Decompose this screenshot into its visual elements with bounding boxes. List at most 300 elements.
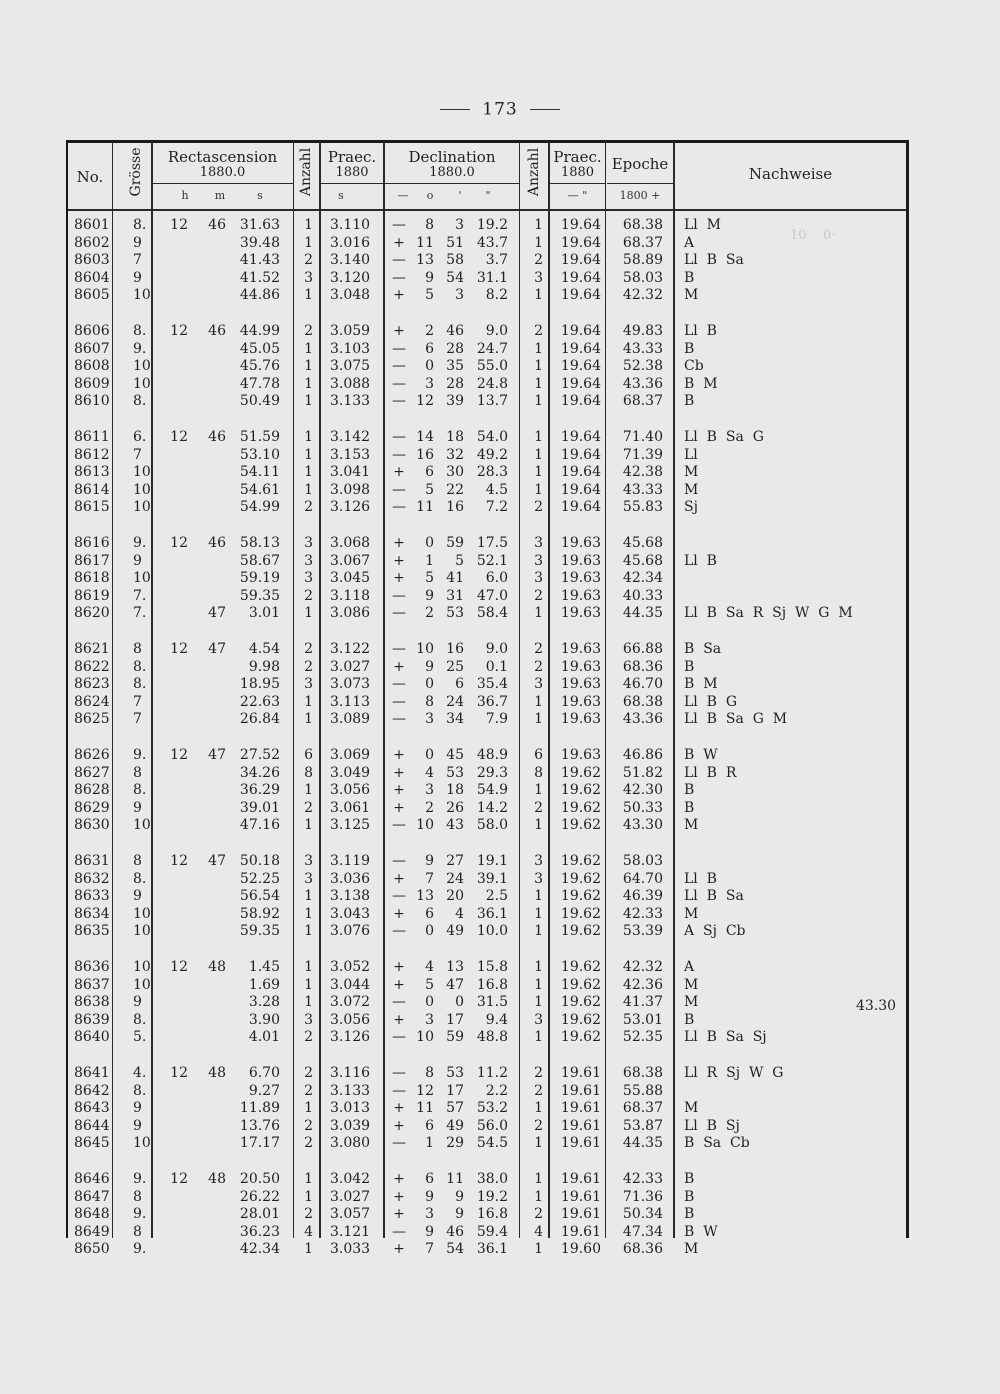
cell-dm: 24 (446, 693, 464, 710)
cell-no: 8609 (74, 375, 110, 392)
cell-epoche: 49.83 (622, 323, 663, 339)
cell-sign: + (393, 870, 405, 887)
cell-anz: 1 (304, 1241, 313, 1257)
cell-praec2: 19.62 (560, 817, 601, 833)
cell-nach: A Sj Cb (684, 923, 746, 939)
cell-s: 45.76 (239, 358, 280, 374)
cell-ds: 54.5 (476, 1135, 508, 1151)
cell-no: 8639 (74, 1011, 110, 1028)
cell-epoche: 51.82 (622, 764, 663, 781)
cell-no: 8622 (74, 658, 110, 675)
cell-no: 8625 (74, 711, 110, 727)
cell-ds: 2.2 (485, 1082, 508, 1099)
cell-s: 50.49 (239, 393, 280, 409)
cell-s: 20.50 (239, 1171, 280, 1187)
cell-no: 8623 (74, 676, 110, 692)
cell-epoche: 66.88 (622, 641, 663, 657)
cell-dd: 2 (425, 799, 434, 816)
cell-gr: 9 (133, 552, 142, 569)
cell-anz: 1 (304, 429, 313, 445)
cell-anz: 3 (304, 676, 313, 692)
cell-ds: 49.2 (476, 446, 508, 463)
cell-ds: 38.0 (476, 1171, 508, 1187)
cell-anz: 1 (304, 888, 313, 904)
cell-ds: 58.4 (476, 605, 508, 621)
cell-dd: 14 (416, 429, 434, 445)
cell-anz2: 3 (534, 676, 543, 692)
cell-s: 26.22 (239, 1188, 280, 1205)
cell-anz2: 6 (534, 747, 543, 763)
cell-praec2: 19.63 (560, 711, 601, 727)
cell-praec: 3.142 (330, 429, 371, 445)
cell-ds: 31.5 (476, 994, 508, 1010)
cell-sign: — (392, 269, 406, 286)
cell-praec2: 19.61 (560, 1100, 601, 1116)
cell-sign: — (392, 446, 406, 463)
cell-epoche: 43.33 (622, 481, 663, 498)
cell-epoche: 58.03 (622, 853, 663, 869)
cell-sign: — (392, 1065, 406, 1081)
cell-praec2: 19.62 (560, 959, 601, 975)
cell-no: 8633 (74, 888, 110, 904)
cell-praec: 3.113 (330, 693, 371, 710)
cell-ds: 19.2 (476, 217, 508, 233)
cell-nach: B (684, 393, 695, 409)
cell-sign: — (392, 252, 406, 268)
cell-nach: M (684, 1100, 699, 1116)
cell-praec2: 19.62 (560, 976, 601, 993)
cell-anz: 2 (304, 641, 313, 657)
cell-s: 47.16 (239, 817, 280, 833)
cell-nach: M (684, 481, 699, 498)
page-number-dash-right (530, 109, 560, 110)
cell-s: 3.28 (248, 994, 280, 1010)
cell-sign: + (393, 959, 405, 975)
cell-ds: 54.0 (476, 429, 508, 445)
cell-epoche: 55.88 (622, 1082, 663, 1099)
cell-s: 6.70 (248, 1065, 280, 1081)
header-no: No. (76, 168, 104, 186)
cell-s: 36.29 (239, 782, 280, 798)
cell-ds: 0.1 (485, 658, 508, 675)
cell-dm: 45 (446, 747, 464, 763)
cell-praec2: 19.64 (560, 393, 601, 409)
cell-dd: 4 (425, 959, 434, 975)
cell-epoche: 42.36 (622, 976, 663, 993)
cell-epoche: 58.03 (622, 269, 663, 286)
cell-epoche: 52.38 (622, 358, 663, 374)
cell-dd: 7 (425, 1241, 434, 1257)
cell-s: 17.17 (239, 1135, 280, 1151)
cell-s: 56.54 (239, 888, 280, 904)
cell-s: 4.01 (248, 1029, 280, 1045)
cell-praec2: 19.63 (560, 693, 601, 710)
cell-epoche: 46.39 (622, 888, 663, 904)
cell-no: 8613 (74, 464, 110, 480)
cell-ds: 2.5 (485, 888, 508, 904)
cell-dm: 13 (446, 959, 464, 975)
cell-ds: 3.7 (485, 252, 508, 268)
cell-s: 58.67 (239, 552, 280, 569)
cell-epoche: 43.36 (622, 375, 663, 392)
cell-praec: 3.059 (330, 323, 371, 339)
cell-dm: 25 (446, 658, 464, 675)
cell-anz: 1 (304, 976, 313, 993)
cell-anz: 2 (304, 252, 313, 268)
cell-dd: 11 (416, 499, 434, 515)
cell-dm: 29 (446, 1135, 464, 1151)
cell-gr: 9 (133, 269, 142, 286)
header-praec-2-unit: — " (567, 189, 588, 202)
cell-ds: 59.4 (476, 1223, 508, 1240)
header-anzahl: Anzahl (298, 147, 314, 197)
cell-anz: 1 (304, 464, 313, 480)
cell-anz: 1 (304, 375, 313, 392)
cell-gr: 10 (133, 375, 151, 392)
cell-praec: 3.056 (330, 782, 371, 798)
cell-ds: 7.2 (485, 499, 508, 515)
header-ra-unit-s: s (257, 189, 263, 202)
cell-dm: 26 (446, 799, 464, 816)
cell-anz: 1 (304, 994, 313, 1010)
cell-epoche: 53.01 (622, 1011, 663, 1028)
cell-praec: 3.068 (330, 535, 371, 551)
cell-h: 12 (170, 959, 188, 975)
cell-no: 8644 (74, 1117, 110, 1134)
cell-anz2: 1 (534, 711, 543, 727)
cell-epoche: 68.37 (622, 1100, 663, 1116)
cell-dm: 53 (446, 605, 464, 621)
page-number-line (400, 99, 600, 123)
cell-dd: 2 (425, 323, 434, 339)
cell-sign: + (393, 552, 405, 569)
cell-dd: 9 (425, 587, 434, 604)
cell-anz2: 1 (534, 994, 543, 1010)
cell-sign: + (393, 1011, 405, 1028)
header-groesse: Grösse (128, 147, 144, 197)
cell-dm: 20 (446, 888, 464, 904)
cell-dd: 12 (416, 393, 434, 409)
cell-praec2: 19.63 (560, 587, 601, 604)
cell-praec2: 19.62 (560, 1029, 601, 1045)
cell-gr: 9. (133, 1171, 147, 1187)
cell-anz: 2 (304, 1065, 313, 1081)
cell-ds: 36.7 (476, 693, 508, 710)
cell-gr: 8. (133, 870, 147, 887)
cell-s: 54.99 (239, 499, 280, 515)
cell-nach: M (684, 464, 699, 480)
cell-no: 8628 (74, 782, 110, 798)
cell-nach: Ll B Sa (684, 888, 744, 904)
cell-s: 39.48 (239, 234, 280, 251)
cell-anz2: 3 (534, 570, 543, 586)
cell-praec2: 19.60 (560, 1241, 601, 1257)
cell-nach: B W (684, 1223, 718, 1240)
cell-praec: 3.027 (330, 658, 371, 675)
cell-anz2: 3 (534, 269, 543, 286)
cell-anz: 2 (304, 499, 313, 515)
cell-dm: 41 (446, 570, 464, 586)
cell-dd: 3 (425, 1011, 434, 1028)
cell-h: 12 (170, 323, 188, 339)
cell-epoche: 71.36 (622, 1188, 663, 1205)
cell-gr: 9 (133, 1117, 142, 1134)
ra-subhead-rule (152, 183, 293, 184)
cell-dm: 51 (446, 234, 464, 251)
cell-gr: 8 (133, 1223, 142, 1240)
cell-no: 8636 (74, 959, 110, 975)
cell-anz: 1 (304, 287, 313, 303)
cell-sign: + (393, 1206, 405, 1222)
cell-praec2: 19.61 (560, 1188, 601, 1205)
cell-ds: 17.5 (476, 535, 508, 551)
cell-praec2: 19.64 (560, 269, 601, 286)
cell-praec: 3.126 (330, 1029, 371, 1045)
cell-anz: 1 (304, 217, 313, 233)
cell-epoche: 43.30 (622, 817, 663, 833)
cell-praec: 3.118 (330, 587, 371, 604)
cell-dm: 6 (455, 676, 464, 692)
cell-no: 8606 (74, 323, 110, 339)
cell-praec: 3.044 (330, 976, 371, 993)
cell-dm: 24 (446, 870, 464, 887)
cell-dd: 9 (425, 658, 434, 675)
cell-ds: 39.1 (476, 870, 508, 887)
cell-gr: 5. (133, 1029, 147, 1045)
cell-epoche: 68.36 (622, 1241, 663, 1257)
cell-sign: — (392, 676, 406, 692)
cell-no: 8605 (74, 287, 110, 303)
cell-s: 52.25 (239, 870, 280, 887)
cell-anz2: 1 (534, 782, 543, 798)
cell-anz2: 1 (534, 1188, 543, 1205)
cell-nach: B (684, 1011, 695, 1028)
epoche-subhead-rule (607, 183, 673, 184)
cell-praec: 3.075 (330, 358, 371, 374)
cell-epoche: 64.70 (622, 870, 663, 887)
cell-praec2: 19.62 (560, 1011, 601, 1028)
cell-ds: 9.0 (485, 641, 508, 657)
cell-epoche: 71.40 (622, 429, 663, 445)
cell-sign: — (392, 1082, 406, 1099)
cell-dm: 17 (446, 1011, 464, 1028)
header-praec-2-epoch: 1880 (560, 165, 595, 180)
cell-gr: 10 (133, 481, 151, 498)
cell-s: 42.34 (239, 1241, 280, 1257)
cell-dm: 59 (446, 1029, 464, 1045)
cell-praec2: 19.62 (560, 923, 601, 939)
cell-dm: 46 (446, 1223, 464, 1240)
cell-no: 8643 (74, 1100, 110, 1116)
cell-anz2: 2 (534, 658, 543, 675)
header-ra-unit-m: m (214, 189, 226, 202)
cell-anz2: 1 (534, 693, 543, 710)
cell-dm: 3 (455, 287, 464, 303)
cell-sign: + (393, 1241, 405, 1257)
cell-dm: 53 (446, 764, 464, 781)
cell-anz: 3 (304, 552, 313, 569)
cell-nach: Sj (684, 499, 698, 515)
cell-anz: 2 (304, 1117, 313, 1134)
cell-gr: 7 (133, 446, 142, 463)
cell-praec: 3.043 (330, 905, 371, 922)
cell-gr: 9 (133, 234, 142, 251)
cell-h: 12 (170, 853, 188, 869)
header-rectascension: Rectascension (167, 148, 278, 166)
header-dec-unit-deg: o (426, 189, 434, 202)
cell-epoche: 42.32 (622, 287, 663, 303)
cell-dd: 0 (425, 535, 434, 551)
cell-sign: + (393, 287, 405, 303)
cell-s: 54.61 (239, 481, 280, 498)
cell-epoche: 43.36 (622, 711, 663, 727)
cell-m: 48 (208, 959, 226, 975)
cell-ds: 15.8 (476, 959, 508, 975)
cell-no: 8624 (74, 693, 110, 710)
cell-m: 47 (208, 641, 226, 657)
cell-s: 27.52 (239, 747, 280, 763)
col-divider-anzahl (319, 142, 321, 1238)
cell-h: 12 (170, 535, 188, 551)
cell-anz2: 2 (534, 1082, 543, 1099)
cell-no: 8612 (74, 446, 110, 463)
cell-anz: 1 (304, 605, 313, 621)
cell-anz: 2 (304, 587, 313, 604)
cell-praec2: 19.64 (560, 358, 601, 374)
cell-anz2: 1 (534, 959, 543, 975)
cell-s: 36.23 (239, 1223, 280, 1240)
cell-anz: 3 (304, 570, 313, 586)
cell-s: 34.26 (239, 764, 280, 781)
cell-anz2: 1 (534, 1171, 543, 1187)
cell-nach: M (684, 287, 699, 303)
cell-anz2: 2 (534, 587, 543, 604)
cell-praec2: 19.63 (560, 658, 601, 675)
cell-gr: 7. (133, 587, 147, 604)
cell-m: 47 (208, 747, 226, 763)
cell-nach: B Sa Cb (684, 1135, 750, 1151)
cell-ds: 54.9 (476, 782, 508, 798)
cell-dm: 32 (446, 446, 464, 463)
cell-no: 8616 (74, 535, 110, 551)
cell-s: 3.90 (248, 1011, 280, 1028)
cell-sign: + (393, 747, 405, 763)
cell-epoche: 47.34 (622, 1223, 663, 1240)
cell-nach: A (684, 234, 695, 251)
cell-nach: M (684, 976, 699, 993)
cell-anz: 1 (304, 481, 313, 498)
cell-anz: 1 (304, 1188, 313, 1205)
cell-epoche: 50.34 (622, 1206, 663, 1222)
header-nachweise: Nachweise (748, 165, 833, 183)
cell-anz: 2 (304, 1206, 313, 1222)
cell-anz: 1 (304, 905, 313, 922)
cell-dd: 8 (425, 217, 434, 233)
cell-anz2: 3 (534, 552, 543, 569)
cell-sign: + (393, 976, 405, 993)
cell-no: 8642 (74, 1082, 110, 1099)
table-left-border (66, 140, 68, 1238)
cell-s: 39.01 (239, 799, 280, 816)
cell-dd: 5 (425, 976, 434, 993)
cell-gr: 7 (133, 693, 142, 710)
cell-ds: 55.0 (476, 358, 508, 374)
cell-no: 8603 (74, 252, 110, 268)
cell-sign: — (392, 481, 406, 498)
cell-gr: 8 (133, 853, 142, 869)
cell-dd: 10 (416, 1029, 434, 1045)
cell-dd: 6 (425, 464, 434, 480)
cell-gr: 10 (133, 570, 151, 586)
cell-no: 8648 (74, 1206, 110, 1222)
cell-s: 44.86 (239, 287, 280, 303)
cell-epoche: 68.38 (622, 217, 663, 233)
cell-anz2: 1 (534, 464, 543, 480)
cell-anz2: 1 (534, 375, 543, 392)
cell-praec: 3.126 (330, 499, 371, 515)
cell-anz2: 3 (534, 853, 543, 869)
cell-sign: + (393, 782, 405, 798)
cell-praec2: 19.62 (560, 799, 601, 816)
cell-dd: 5 (425, 570, 434, 586)
cell-ds: 53.2 (476, 1100, 508, 1116)
cell-no: 8621 (74, 641, 110, 657)
cell-gr: 9 (133, 1100, 142, 1116)
cell-s: 47.78 (239, 375, 280, 392)
cell-ds: 19.1 (476, 853, 508, 869)
cell-sign: — (392, 994, 406, 1010)
cell-gr: 8. (133, 1082, 147, 1099)
cell-no: 8608 (74, 358, 110, 374)
cell-anz2: 1 (534, 905, 543, 922)
cell-m: 48 (208, 1065, 226, 1081)
cell-m: 47 (208, 605, 226, 621)
cell-anz: 2 (304, 799, 313, 816)
cell-dm: 46 (446, 323, 464, 339)
cell-praec: 3.039 (330, 1117, 371, 1134)
cell-praec2: 19.64 (560, 234, 601, 251)
cell-praec: 3.138 (330, 888, 371, 904)
cell-sign: + (393, 1171, 405, 1187)
cell-sign: — (392, 817, 406, 833)
cell-s: 26.84 (239, 711, 280, 727)
cell-praec: 3.033 (330, 1241, 371, 1257)
dec-subhead-rule (385, 183, 519, 184)
cell-praec: 3.088 (330, 375, 371, 392)
cell-gr: 9 (133, 994, 142, 1010)
cell-epoche: 50.33 (622, 799, 663, 816)
cell-nach: Ll B Sa G M (684, 711, 788, 727)
cell-gr: 8. (133, 217, 147, 233)
cell-anz: 1 (304, 393, 313, 409)
cell-praec2: 19.64 (560, 252, 601, 268)
cell-ds: 8.2 (485, 287, 508, 303)
cell-dm: 4 (455, 905, 464, 922)
cell-sign: — (392, 923, 406, 939)
cell-anz: 2 (304, 1082, 313, 1099)
cell-dd: 16 (416, 446, 434, 463)
cell-praec2: 19.64 (560, 499, 601, 515)
cell-anz: 1 (304, 446, 313, 463)
cell-m: 46 (208, 429, 226, 445)
cell-m: 46 (208, 323, 226, 339)
cell-epoche: 45.68 (622, 535, 663, 551)
cell-sign: — (392, 693, 406, 710)
cell-sign: — (392, 429, 406, 445)
cell-dd: 9 (425, 1188, 434, 1205)
cell-s: 4.54 (248, 641, 280, 657)
cell-praec: 3.072 (330, 994, 371, 1010)
